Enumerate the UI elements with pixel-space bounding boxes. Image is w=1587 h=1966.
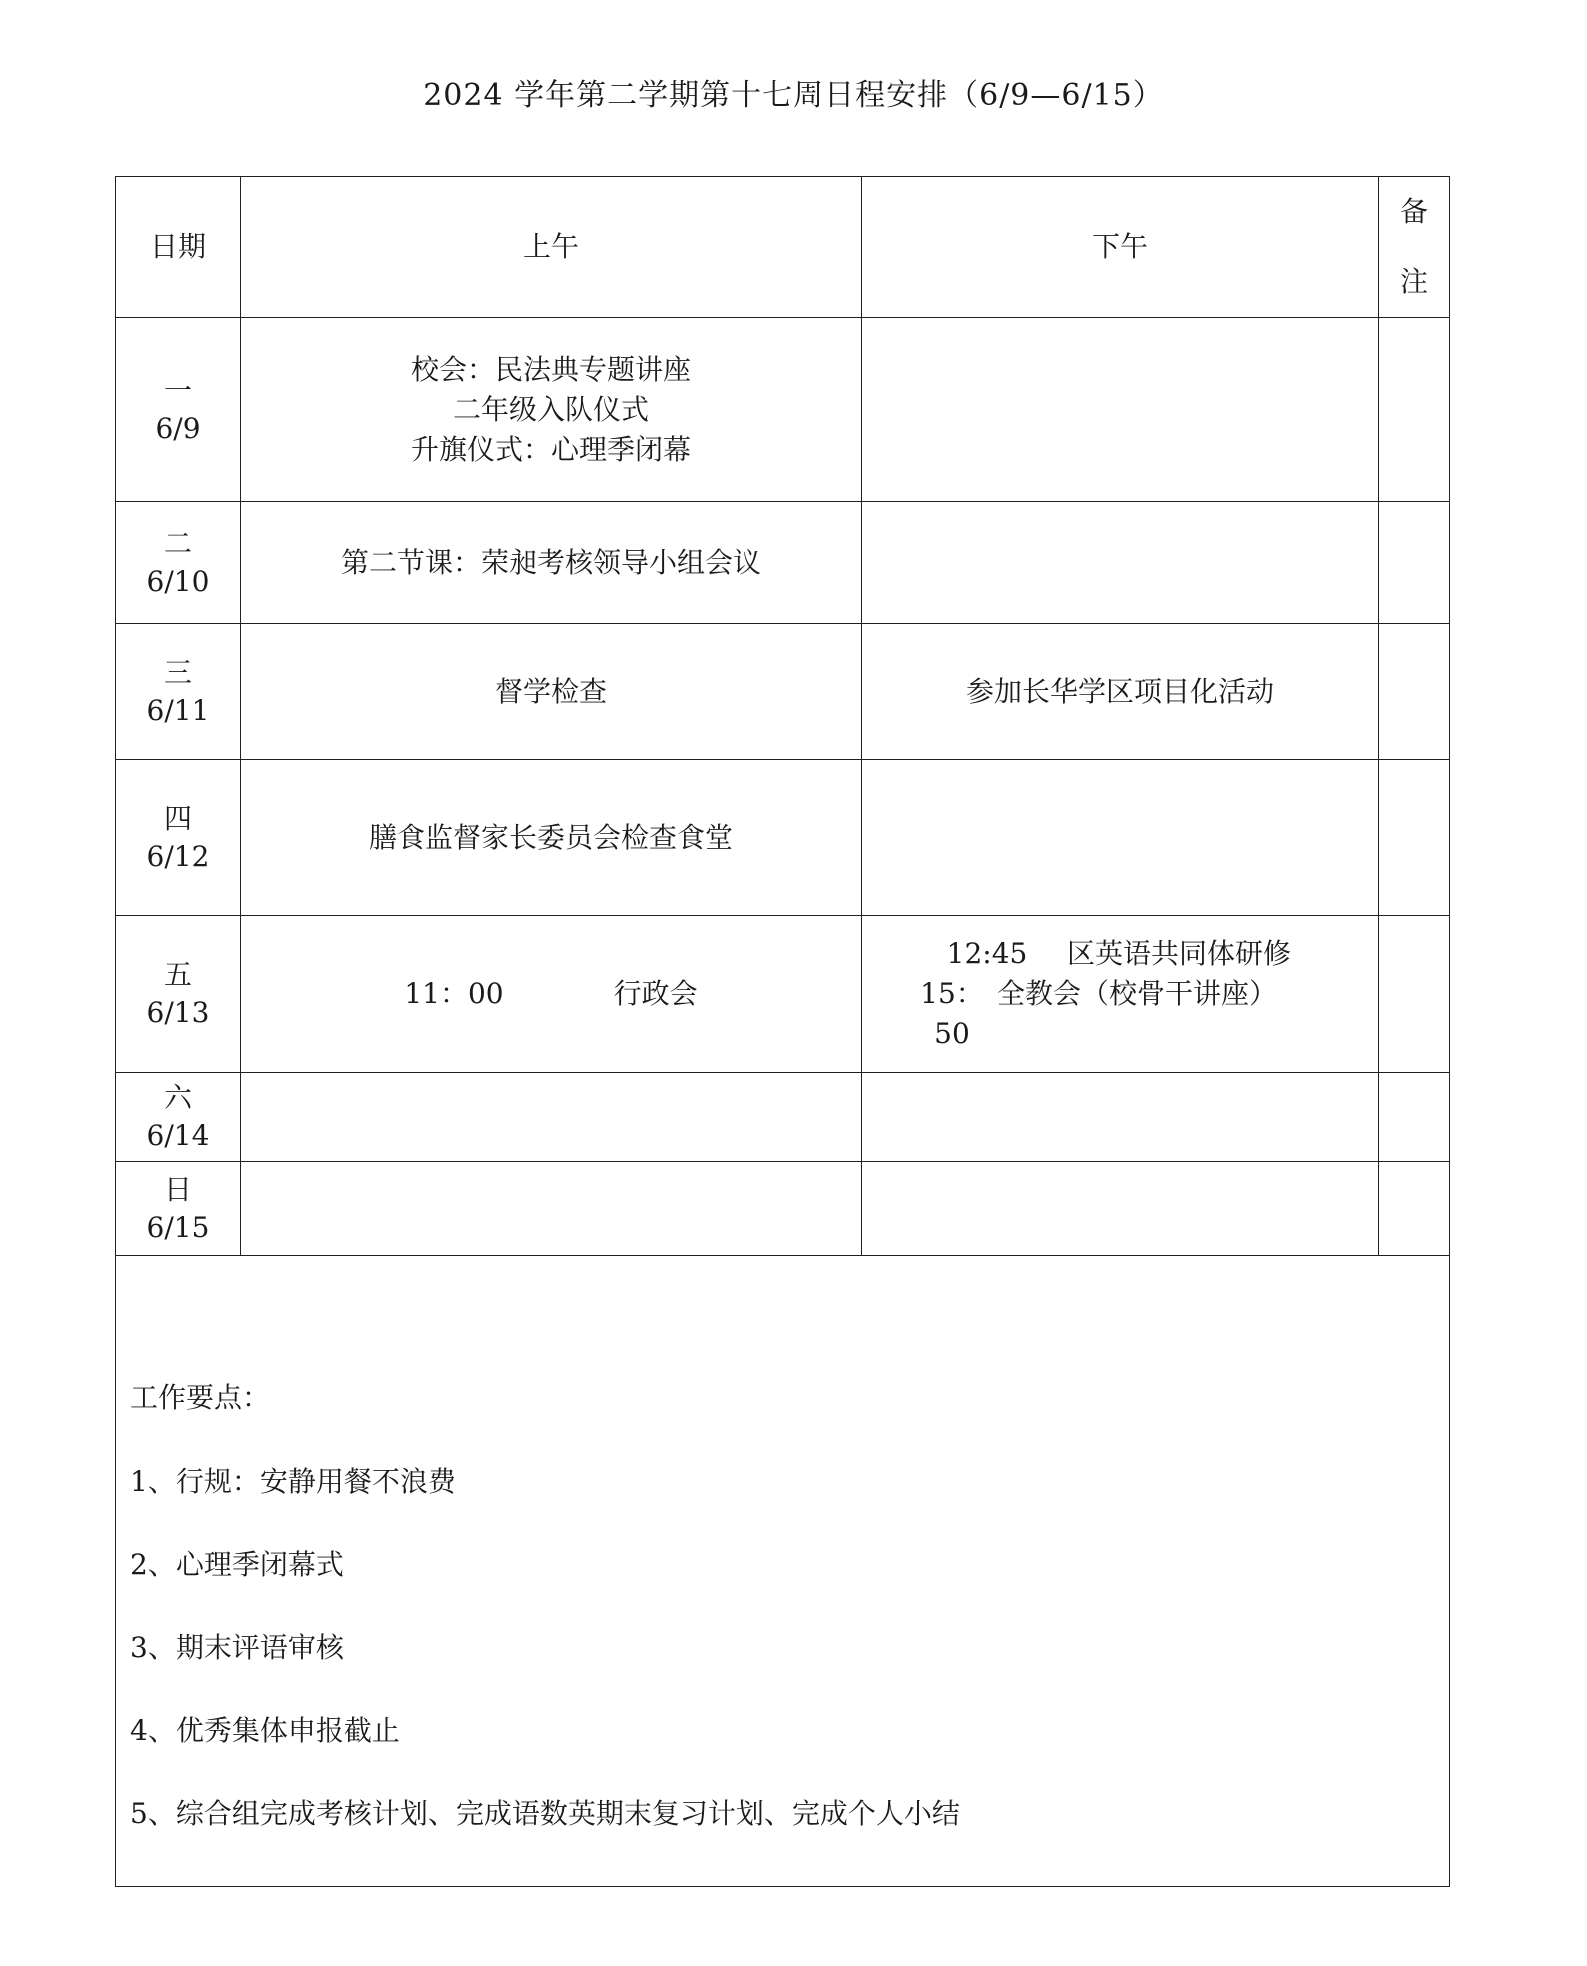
date-label: 6/13 xyxy=(146,996,210,1029)
pm-time: 15：50 xyxy=(920,977,984,1050)
day-label: 五 xyxy=(163,958,192,991)
date-label: 6/11 xyxy=(146,693,210,727)
pm-event: 全教会（校骨干讲座） xyxy=(997,977,1278,1010)
date-label: 6/15 xyxy=(146,1210,210,1244)
schedule-table xyxy=(115,176,1450,1887)
work-point-item: 5、综合组完成考核计划、完成语数英期末复习计划、完成个人小结 xyxy=(130,1797,960,1830)
table-row xyxy=(116,1162,1450,1256)
pm-cell xyxy=(862,916,1379,1073)
page-title: 2024 学年第二学期第十七周日程安排（6/9—6/15） xyxy=(423,78,1164,113)
note-cell xyxy=(1379,1073,1450,1162)
date-label: 6/10 xyxy=(146,564,210,598)
header-date: 日期 xyxy=(116,177,241,318)
work-points-row xyxy=(116,1256,1450,1887)
am-event: 督学检查 xyxy=(494,674,607,708)
day-label: 日 xyxy=(163,1172,192,1206)
work-point-item: 2、心理季闭幕式 xyxy=(130,1548,344,1581)
am-cell xyxy=(241,1162,862,1256)
header-pm: 下午 xyxy=(862,177,1379,318)
header-row xyxy=(116,177,1450,318)
am-time: 11：00 xyxy=(404,977,504,1010)
am-cell xyxy=(241,916,862,1073)
date-cell xyxy=(116,624,241,760)
note-cell xyxy=(1379,502,1450,624)
work-point-item: 3、期末评语审核 xyxy=(130,1631,344,1664)
am-event: 升旗仪式：心理季闭幕 xyxy=(410,432,691,466)
date-cell xyxy=(116,502,241,624)
date-cell xyxy=(116,1073,241,1162)
day-label: 六 xyxy=(163,1081,192,1114)
note-cell xyxy=(1379,916,1450,1073)
day-label: 二 xyxy=(163,526,192,560)
work-point-item: 4、优秀集体申报截止 xyxy=(130,1714,400,1747)
table-row xyxy=(116,624,1450,760)
note-cell xyxy=(1379,760,1450,916)
day-label: 三 xyxy=(163,655,192,689)
pm-cell xyxy=(862,1162,1379,1256)
note-cell xyxy=(1379,1162,1450,1256)
am-event: 行政会 xyxy=(613,977,698,1010)
header-note-2: 注 xyxy=(1399,265,1428,298)
note-cell xyxy=(1379,318,1450,502)
header-note-1: 备 xyxy=(1399,195,1428,228)
note-cell xyxy=(1379,624,1450,760)
am-event: 二年级入队仪式 xyxy=(452,392,649,426)
pm-cell xyxy=(862,760,1379,916)
work-point-item: 1、行规：安静用餐不浪费 xyxy=(130,1465,456,1498)
table-row xyxy=(116,916,1450,1073)
date-cell xyxy=(116,916,241,1073)
pm-event: 区英语共同体研修 xyxy=(1067,937,1292,970)
work-points xyxy=(116,1256,1450,1887)
pm-cell xyxy=(862,318,1379,502)
table-row xyxy=(116,502,1450,624)
pm-event: 参加长华学区项目化活动 xyxy=(965,674,1274,708)
date-cell xyxy=(116,1162,241,1256)
day-label: 一 xyxy=(163,373,192,407)
date-label: 6/14 xyxy=(146,1119,210,1152)
am-event: 膳食监督家长委员会检查食堂 xyxy=(368,820,733,854)
am-cell xyxy=(241,318,862,502)
pm-cell xyxy=(862,1073,1379,1162)
am-event: 校会：民法典专题讲座 xyxy=(410,352,691,386)
pm-timed-event xyxy=(907,934,1378,974)
date-label: 6/9 xyxy=(155,411,201,445)
am-cell xyxy=(241,760,862,916)
header-note xyxy=(1379,177,1450,318)
date-cell xyxy=(116,318,241,502)
header-am: 上午 xyxy=(241,177,862,318)
am-event: 第二节课：荣昶考核领导小组会议 xyxy=(340,545,761,579)
pm-cell xyxy=(862,502,1379,624)
am-cell xyxy=(241,1073,862,1162)
table-row xyxy=(116,760,1450,916)
date-cell xyxy=(116,760,241,916)
pm-timed-event xyxy=(907,974,1378,1054)
pm-cell xyxy=(862,624,1379,760)
table-row xyxy=(116,318,1450,502)
date-label: 6/12 xyxy=(146,839,210,873)
day-label: 四 xyxy=(163,801,192,835)
work-points-heading: 工作要点： xyxy=(130,1381,271,1414)
pm-time: 12:45 xyxy=(946,937,1028,970)
table-row xyxy=(116,1073,1450,1162)
am-cell xyxy=(241,624,862,760)
am-cell xyxy=(241,502,862,624)
am-timed-event xyxy=(241,974,861,1014)
